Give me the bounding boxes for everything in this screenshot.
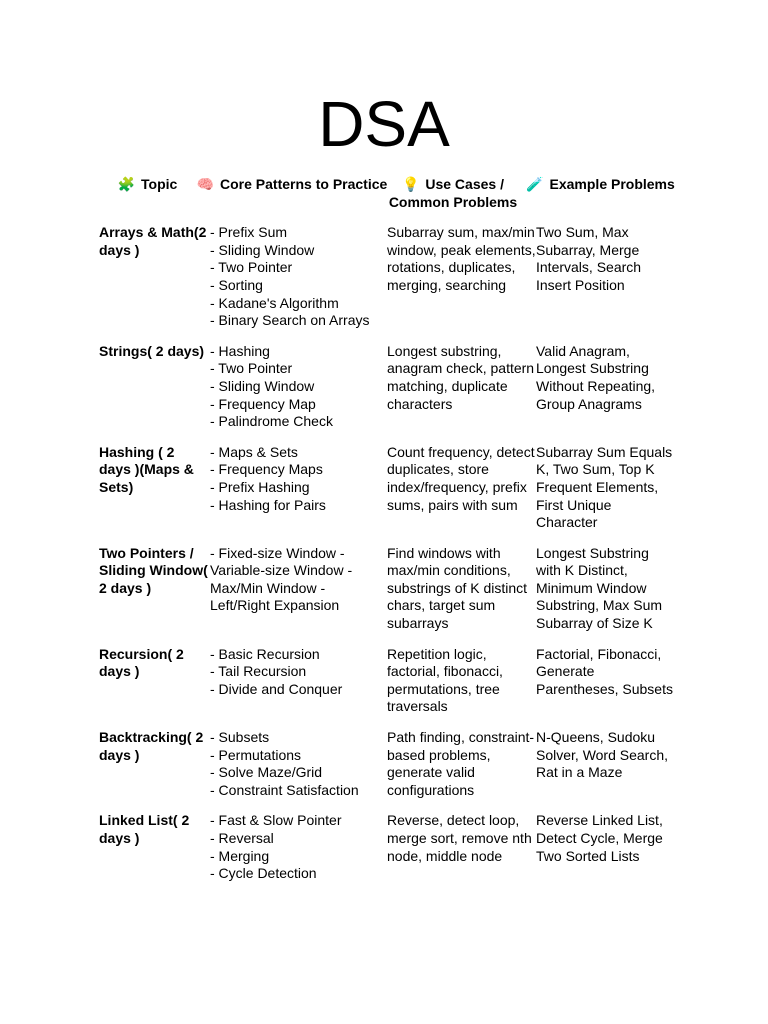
examples-cell: Valid Anagram, Longest Substring Without Repeating, Group Anagrams bbox=[536, 342, 656, 412]
use-cases-cell: Subarray sum, max/min window, peak elements, rotations, duplicates, merging, searching bbox=[387, 224, 536, 293]
pattern-item: - Kadane's Algorithm bbox=[210, 294, 339, 311]
header-examples-label: Example Problems bbox=[549, 176, 675, 192]
pattern-item: - Sliding Window bbox=[210, 377, 315, 394]
pattern-item: - Fast & Slow Pointer bbox=[210, 812, 342, 829]
table-row bbox=[99, 729, 679, 799]
patterns-cell bbox=[210, 224, 387, 330]
pattern-item: - Maps & Sets bbox=[210, 443, 298, 460]
pattern-item: - Prefix Hashing bbox=[210, 478, 310, 495]
table-header bbox=[99, 176, 679, 211]
use-cases-cell: Reverse, detect loop, merge sort, remove nth node, middle node bbox=[387, 812, 532, 864]
header-topic bbox=[99, 176, 196, 211]
brain-icon: 🧠 bbox=[196, 176, 215, 192]
examples-cell: Longest Substring with K Distinct, Minimum Window Substring, Max Sum Subarray of Size K bbox=[536, 544, 663, 632]
pattern-item: - Frequency Maps bbox=[210, 461, 323, 478]
table-row bbox=[99, 444, 679, 532]
patterns-cell bbox=[210, 343, 387, 431]
pattern-item: - Tail Recursion bbox=[210, 663, 307, 680]
use-cases-cell: Longest substring, anagram check, pattern matching, duplicate characters bbox=[387, 342, 535, 412]
pattern-item: - Sliding Window bbox=[210, 241, 315, 258]
header-patterns bbox=[196, 176, 388, 211]
table-body bbox=[99, 224, 679, 883]
pattern-item: - Binary Search on Arrays bbox=[210, 312, 370, 329]
examples-cell: Factorial, Fibonacci, Generate Parentheses, Subsets bbox=[536, 645, 673, 697]
patterns-cell bbox=[210, 545, 387, 633]
use-cases-cell: Repetition logic, factorial, fibonacci, permutations, tree traversals bbox=[387, 645, 503, 715]
pattern-item: - Basic Recursion bbox=[210, 645, 320, 662]
puzzle-icon: 🧩 bbox=[117, 176, 136, 192]
table-row bbox=[99, 646, 679, 716]
use-cases-cell: Count frequency, detect duplicates, store index/frequency, prefix sums, pairs with sum bbox=[387, 443, 535, 513]
pattern-item: - Solve Maze/Grid bbox=[210, 764, 323, 781]
topic-cell: Recursion( 2 days ) bbox=[99, 645, 184, 680]
table-row bbox=[99, 812, 679, 882]
pattern-item: - Hashing for Pairs bbox=[210, 496, 326, 513]
pattern-item: - Palindrome Check bbox=[210, 413, 333, 430]
pattern-item: - Reversal bbox=[210, 830, 274, 846]
topic-cell: Hashing ( 2 days )(Maps & Sets) bbox=[99, 443, 194, 495]
examples-cell: Subarray Sum Equals K, Two Sum, Top K Frequent Elements, First Unique Character bbox=[536, 443, 673, 531]
pattern-item: - Merging bbox=[210, 847, 270, 864]
topic-cell: Arrays & Math(2 days ) bbox=[99, 224, 207, 258]
topic-cell: Backtracking( 2 days ) bbox=[99, 729, 204, 763]
patterns-cell bbox=[210, 444, 387, 532]
pattern-item: - Subsets bbox=[210, 729, 270, 746]
header-patterns-label: Core Patterns to Practice bbox=[220, 176, 388, 192]
pattern-item: - Hashing bbox=[210, 342, 270, 359]
pattern-item: - Two Pointer bbox=[210, 360, 293, 377]
pattern-item: - Prefix Sum bbox=[210, 224, 288, 241]
table-row bbox=[99, 343, 679, 431]
patterns-cell bbox=[210, 646, 387, 716]
table-row bbox=[99, 224, 679, 330]
use-cases-cell: Path finding, constraint-based problems, generate valid configurations bbox=[387, 729, 535, 798]
pattern-item: - Two Pointer bbox=[210, 259, 293, 276]
pattern-item: - Fixed-size Window - Variable-size Window - Max/Min Window - Left/Right Expansion bbox=[210, 544, 353, 614]
header-use-cases-label: Use Cases / Common Problems bbox=[388, 176, 518, 210]
dsa-table bbox=[99, 176, 679, 896]
pattern-item: - Divide and Conquer bbox=[210, 680, 343, 697]
examples-cell: Reverse Linked List, Detect Cycle, Merge Two Sorted Lists bbox=[536, 812, 663, 864]
pattern-item: - Frequency Map bbox=[210, 395, 316, 412]
test-tube-icon: 🧪 bbox=[526, 176, 544, 192]
topic-cell: Strings( 2 days) bbox=[99, 342, 205, 359]
topic-cell: Linked List( 2 days ) bbox=[99, 812, 190, 846]
topic-cell: Two Pointers / Sliding Window( 2 days ) bbox=[99, 544, 208, 596]
patterns-cell bbox=[210, 812, 387, 882]
header-topic-label: Topic bbox=[141, 176, 178, 192]
examples-cell: Two Sum, Max Subarray, Merge Intervals, Search Insert Position bbox=[536, 224, 642, 293]
header-examples bbox=[518, 176, 683, 211]
pattern-item: - Constraint Satisfaction bbox=[210, 781, 359, 798]
header-use-cases bbox=[388, 176, 518, 211]
lightbulb-icon: 💡 bbox=[402, 176, 420, 192]
patterns-cell bbox=[210, 729, 387, 799]
use-cases-cell: Find windows with max/min conditions, substrings of K distinct chars, target sum subarrays bbox=[387, 544, 528, 632]
pattern-item: - Sorting bbox=[210, 276, 263, 293]
table-row bbox=[99, 545, 679, 633]
examples-cell: N-Queens, Sudoku Solver, Word Search, Rat in a Maze bbox=[536, 729, 669, 781]
page-title: DSA bbox=[318, 88, 450, 160]
pattern-item: - Permutations bbox=[210, 746, 302, 763]
pattern-item: - Cycle Detection bbox=[210, 865, 317, 882]
